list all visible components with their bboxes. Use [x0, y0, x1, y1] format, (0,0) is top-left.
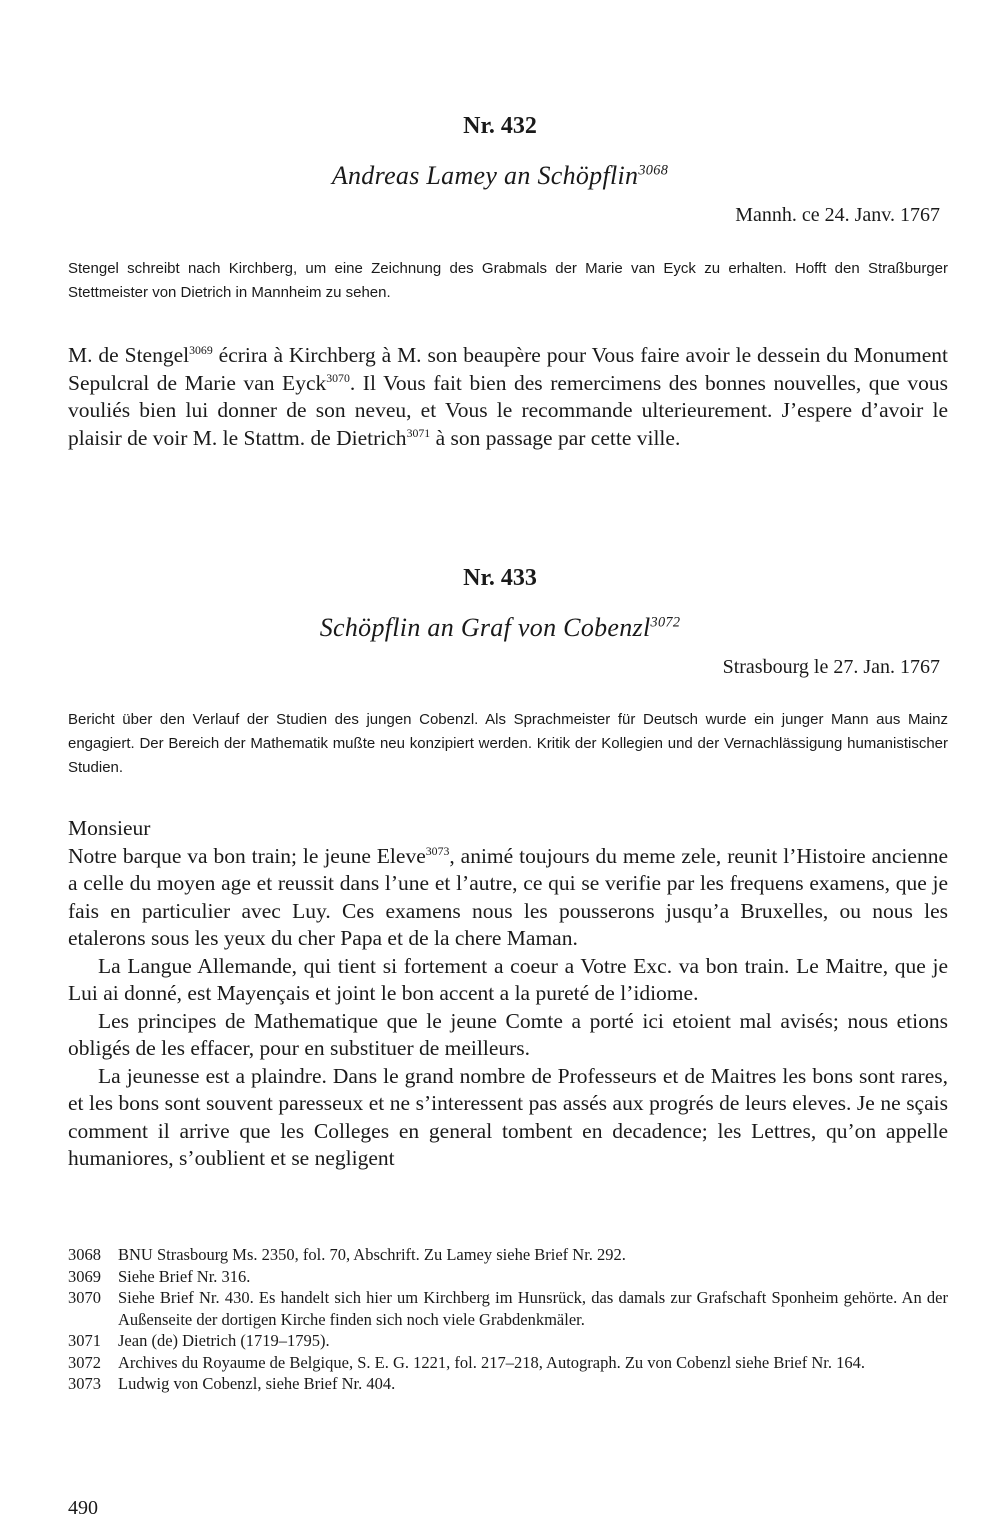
footnote	[68, 1373, 948, 1395]
footnote-number: 3068	[68, 1245, 101, 1264]
footnote-text: Siehe Brief Nr. 316.	[118, 1266, 251, 1286]
footnote-ref: 3072	[650, 614, 681, 631]
text-run: Notre barque va bon train; le jeune Eleve	[68, 843, 426, 868]
text-run: M. de Stengel	[68, 343, 190, 367]
footnote	[68, 1330, 948, 1352]
footnote-text: Jean (de) Dietrich (1719–1795).	[118, 1331, 330, 1350]
letter-433-title	[0, 612, 1000, 644]
footnote-text: BNU Strasbourg Ms. 2350, fol. 70, Abschrift. Zu Lamey siehe Brief Nr. 292.	[118, 1245, 626, 1264]
letter-433-paragraph-2: La Langue Allemande, qui tient si fortement a coeur a Votre Exc. va bon train. Le Maitre, que je Lui ai donné, est Mayençais et joint le bon accent a la pureté de l’idiome.	[68, 953, 948, 1005]
letter-433-dateline: Strasbourg le 27. Jan. 1767	[722, 656, 940, 678]
footnote-number: 3072	[68, 1352, 101, 1372]
letter-433-paragraph-3: Les principes de Mathematique que le jeune Comte a porté ici etoient mal avisés; nous etions obligés de les effacer, pour en substituer de meilleurs.	[68, 1008, 948, 1060]
text-run: . Il Vous fait bien des remercimens des bonnes nouvelles, que vous vouliés bien lui donner de son neveu, et Vous le recommande ulterieurement. J’espere d’avoir le plaisir de voir M. le Stattm. de Dietrich	[68, 370, 948, 450]
letter-432-title	[0, 160, 1000, 192]
footnote-number: 3070	[68, 1288, 101, 1307]
footnote-ref: 3073	[425, 843, 450, 858]
letter-433-body	[68, 815, 948, 1173]
footnote-text: Archives du Royaume de Belgique, S. E. G. 1221, fol. 217–218, Autograph. Zu von Cobenzl siehe Brief Nr. 164.	[118, 1352, 865, 1372]
footnote-number: 3073	[68, 1374, 101, 1393]
footnote-ref: 3071	[406, 425, 431, 440]
footnote	[68, 1266, 948, 1288]
text-run: , animé toujours du meme zele, reunit l’Histoire ancienne a celle du moyen age et reussit dans l’une et l’autre, ce qui se verifie par les frequens examens, que je fais en particulier avec Luy. Ces examens nous les pousserons jusqu’a Bruxelles, ou nous les etalerons sous les yeux du cher Papa et de la chere Maman.	[68, 843, 948, 950]
footnote-ref: 3069	[189, 342, 213, 357]
footnotes	[68, 1244, 948, 1395]
salutation: Monsieur	[68, 816, 151, 840]
text-run: à son passage par cette ville.	[430, 425, 681, 450]
letter-432-title-text: Andreas Lamey an Schöpflin	[331, 161, 639, 190]
footnote	[68, 1352, 948, 1374]
letter-433-number: Nr. 433	[463, 565, 537, 591]
letter-433-paragraph-4: La jeunesse est a plaindre. Dans le grand nombre de Professeurs et de Maitres les bons sont rares, et les bons sont souvent paresseux et ne s’interessent pas assés aux progrés de leurs eleves. Je ne sçais comment il arrive que les Colleges en general tombent en decadence; les Lettres, qu’on appelle humaniores, s’oublient et se negligent	[68, 1063, 948, 1170]
letter-432-summary: Stengel schreibt nach Kirchberg, um eine Zeichnung des Grabmals der Marie van Eyck zu erhalten. Hofft den Straßburger Stettmeister von Dietrich in Mannheim zu sehen.	[68, 260, 948, 301]
letter-433-paragraph-1	[68, 843, 948, 953]
footnote-text: Siehe Brief Nr. 430. Es handelt sich hier um Kirchberg im Hunsrück, das damals zur Grafschaft Sponheim gehörte. An der Außenseite der dortigen Kirche finden sich noch viele Grabdenkmäler.	[118, 1288, 948, 1329]
footnote	[68, 1244, 948, 1266]
letter-432-number: Nr. 432	[463, 113, 537, 139]
footnote-number: 3071	[68, 1331, 101, 1350]
letter-433-title-text: Schöpflin an Graf von Cobenzl	[319, 613, 651, 642]
footnote	[68, 1287, 948, 1330]
letter-432-dateline: Mannh. ce 24. Janv. 1767	[735, 204, 940, 226]
letter-432-paragraph	[68, 342, 948, 452]
footnote-ref: 3070	[326, 370, 350, 385]
page-number: 490	[68, 1497, 98, 1519]
text-run: écrira à Kirchberg à M. son beaupère pour Vous faire avoir le dessein du Monument Sepulcral de Marie van Eyck	[68, 343, 948, 395]
footnote-text: Ludwig von Cobenzl, siehe Brief Nr. 404.	[118, 1374, 396, 1393]
footnote-ref: 3068	[638, 162, 669, 179]
letter-432-body	[68, 342, 948, 452]
footnote-number: 3069	[68, 1266, 101, 1286]
letter-433-summary: Bericht über den Verlauf der Studien des jungen Cobenzl. Als Sprachmeister für Deutsch wurde ein junger Mann aus Mainz engagiert. Der Bereich der Mathematik mußte neu konzipiert werden. Kritik der Kollegien und der Vernachlässigung humanistischer Studien.	[68, 711, 948, 776]
